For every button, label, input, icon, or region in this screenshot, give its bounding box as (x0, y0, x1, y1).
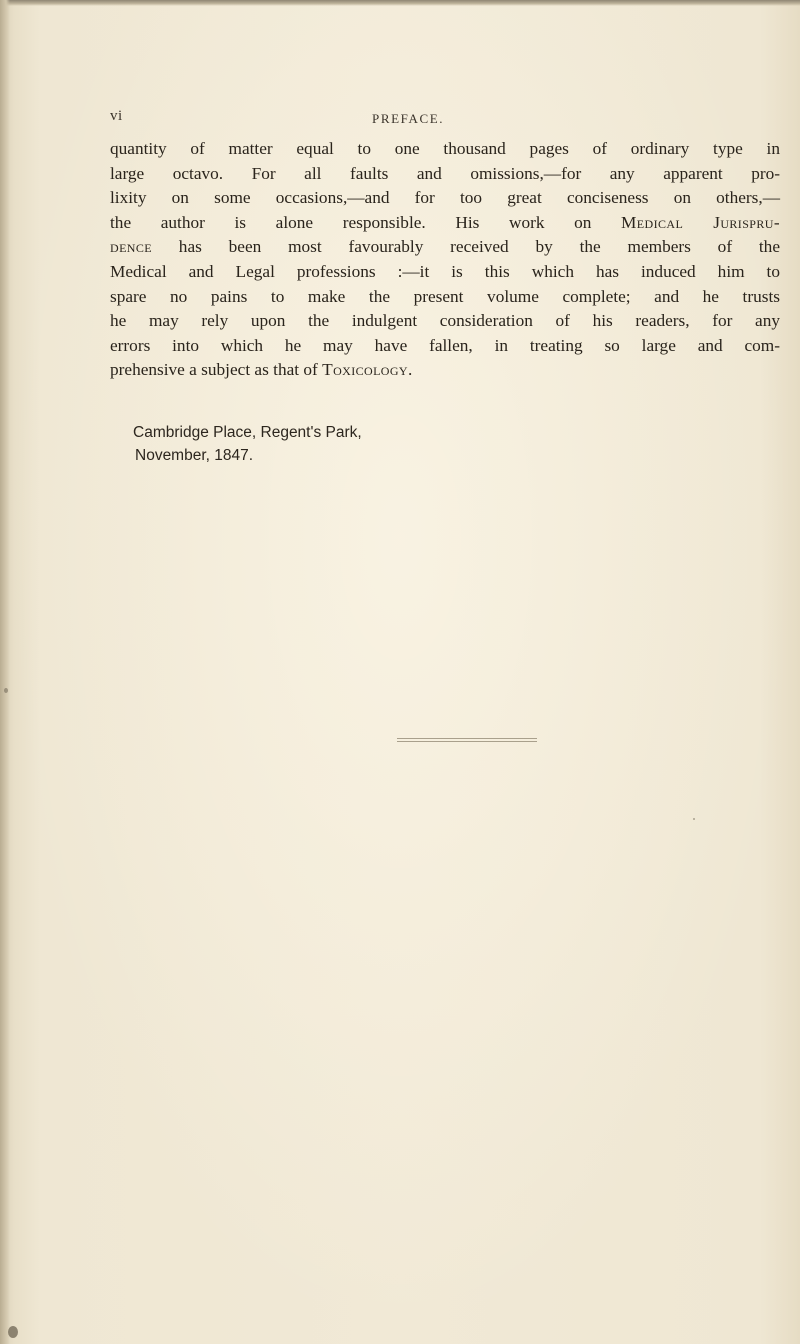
text-line: quantity of matter equal to one thousand pages of ordinary type in (110, 139, 780, 158)
rule-line (397, 741, 537, 742)
text-line: Medical and Legal professions :—it is this which has induced him to (110, 261, 780, 281)
book-title-reference: dence (110, 237, 152, 257)
paper-speck (8, 1326, 18, 1338)
book-title-reference: Medical Jurispru- (621, 212, 780, 232)
page-top-edge (0, 0, 800, 6)
text-line: lixity on some occasions,—and for too great conciseness on others,— (110, 188, 780, 208)
text-fragment: . (408, 360, 413, 380)
signoff-address (133, 421, 362, 467)
date-line: November, 1847. (135, 447, 254, 464)
text-line: spare no pains to make the present volume complete; and he trusts (110, 286, 780, 306)
text-line: he may rely upon the indulgent consideration of his readers, for any (110, 311, 780, 331)
text-line (110, 235, 780, 260)
text-line: large octavo. For all faults and omissions,—for any apparent pro- (110, 163, 780, 183)
running-head: PREFACE. (372, 111, 445, 126)
preface-paragraph (110, 137, 780, 383)
page-number: vi (110, 108, 123, 124)
rule-line (397, 738, 537, 739)
text-fragment: prehensive a subject as that of (110, 360, 318, 380)
text-fragment: the author is alone responsible. His work on (110, 212, 592, 232)
text-line (110, 211, 780, 236)
text-line: errors into which he may have fallen, in treating so large and com- (110, 335, 780, 355)
paper-speck (693, 818, 695, 820)
address-line: Cambridge Place, Regent's Park, (133, 424, 362, 441)
page-gutter-edge (0, 0, 10, 1344)
text-line (110, 358, 780, 383)
text-fragment: has been most favourably received by the members of the (152, 237, 780, 257)
paper-speck (4, 688, 8, 693)
subject-reference: Toxicology (322, 360, 408, 380)
tailpiece-rule (397, 738, 537, 742)
